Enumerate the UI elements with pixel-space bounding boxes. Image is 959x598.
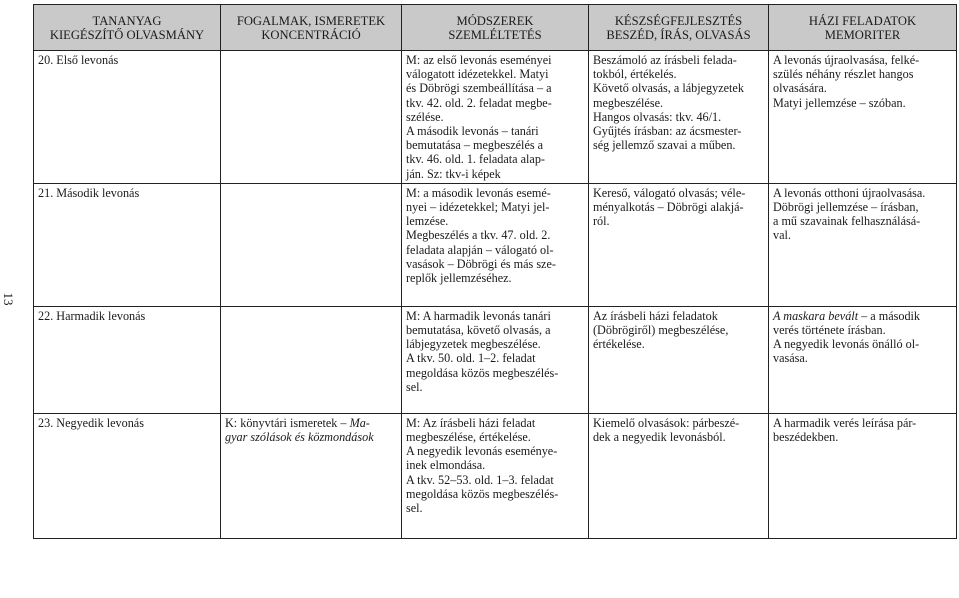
cell-hazi: A levonás újraolvasása, felké- szülés néhány részlet hangos olvasására. Matyi jellemzése – szóban. — [769, 51, 957, 184]
cell-modszerek: M: az első levonás eseményei válogatott idézetekkel. Matyi és Döbrögi szembeállítása – a tkv. 42. old. 2. feladat megbe- szélése. A második levonás – tanári bemutatása – megbeszélés a tkv. 46. old. 1. feladata alap- ján. Sz: tkv-i képek — [402, 51, 589, 184]
header-tananyag: TANANYAG KIEGÉSZÍTŐ OLVASMÁNY — [34, 5, 221, 51]
cell-tananyag: 20. Első levonás — [34, 51, 221, 184]
cell-tananyag: 22. Harmadik levonás — [34, 306, 221, 413]
cell-fogalmak — [221, 183, 402, 306]
cell-keszseg: Kiemelő olvasások: párbeszé- dek a negyedik levonásból. — [589, 413, 769, 538]
hazi-italic-title: A maskara bevált — [773, 308, 859, 323]
cell-modszerek: M: Az írásbeli házi feladat megbeszélése, értékelése. A negyedik levonás eseménye- inek elmondása. A tkv. 52–53. old. 1–3. feladat megoldása közös megbeszélés- sel. — [402, 413, 589, 538]
table-row — [34, 183, 957, 306]
cell-tananyag: 23. Negyedik levonás — [34, 413, 221, 538]
cell-modszerek: M: a második levonás esemé- nyei – idézetekkel; Matyi jel- lemzése. Megbeszélés a tkv. 47. old. 2. feladata alapján – válogató ol- vasások – Döbrögi és más sze- replők jellemzéséhez. — [402, 183, 589, 306]
cell-keszseg: Beszámoló az írásbeli felada- tokból, értékelés. Követő olvasás, a lábjegyzetek megbeszélése. Hangos olvasás: tkv. 46/1. Gyűjtés írásban: az ácsmester- ség jellemző szavai a műben. — [589, 51, 769, 184]
cell-fogalmak — [221, 306, 402, 413]
header-modszerek: MÓDSZEREK SZEMLÉLTETÉS — [402, 5, 589, 51]
header-keszseg: KÉSZSÉGFEJLESZTÉS BESZÉD, ÍRÁS, OLVASÁS — [589, 5, 769, 51]
cell-keszseg: Az írásbeli házi feladatok (Döbrögiről) megbeszélése, értékelése. — [589, 306, 769, 413]
table-row — [34, 306, 957, 413]
cell-modszerek: M: A harmadik levonás tanári bemutatása, követő olvasás, a lábjegyzetek megbeszélése. A tkv. 50. old. 1–2. feladat megoldása közös megbeszélés- sel. — [402, 306, 589, 413]
header-hazi: HÁZI FELADATOK MEMORITER — [769, 5, 957, 51]
cell-fogalmak — [221, 51, 402, 184]
cell-hazi: A maskara bevált – a második verés története írásban. A negyedik levonás önálló ol- vasása. — [769, 306, 957, 413]
lesson-plan-table — [33, 4, 957, 539]
cell-fogalmak: K: könyvtári ismeretek – Ma- gyar szólások és közmondások — [221, 413, 402, 538]
cell-hazi: A harmadik verés leírása pár- beszédekben. — [769, 413, 957, 538]
cell-keszseg: Kereső, válogató olvasás; véle- ményalkotás – Döbrögi alakjá- ról. — [589, 183, 769, 306]
header-fogalmak: FOGALMAK, ISMERETEK KONCENTRÁCIÓ — [221, 5, 402, 51]
table-row — [34, 413, 957, 538]
header-row — [34, 5, 957, 51]
cell-tananyag: 21. Második levonás — [34, 183, 221, 306]
page-number: 13 — [1, 292, 16, 306]
cell-hazi: A levonás otthoni újraolvasása. Döbrögi jellemzése – írásban, a mű szavainak felhasználásá- val. — [769, 183, 957, 306]
table-row — [34, 51, 957, 184]
